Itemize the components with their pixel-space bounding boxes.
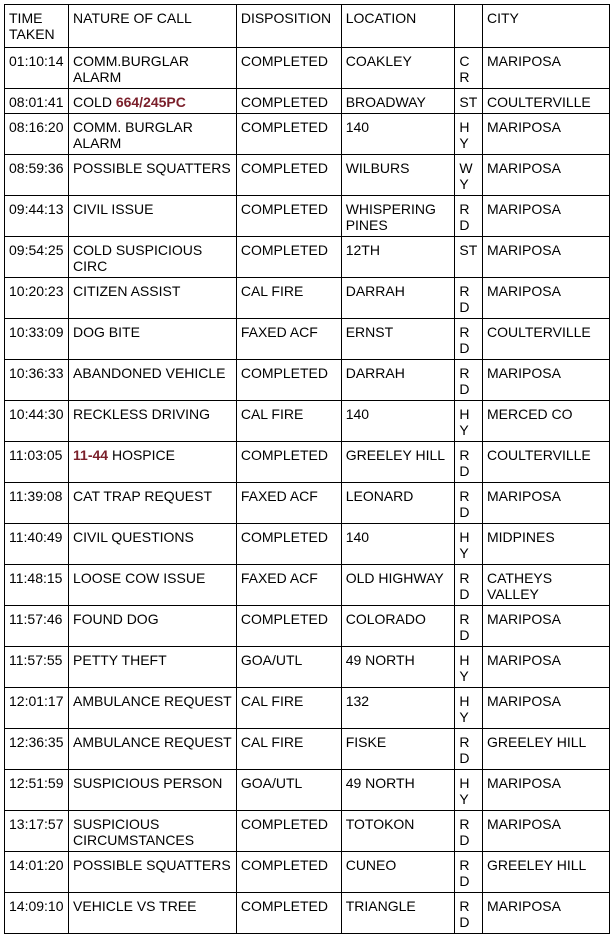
disposition-cell: FAXED ACF [236, 483, 341, 524]
nature-text: ABANDONED VEHICLE [73, 365, 226, 381]
disposition-cell: COMPLETED [236, 155, 341, 196]
nature-of-call-cell [69, 729, 237, 770]
nature-of-call-cell [69, 89, 237, 114]
nature-of-call-cell [69, 401, 237, 442]
disposition-cell: CAL FIRE [236, 688, 341, 729]
street-type-cell: HY [455, 647, 483, 688]
street-type-cell: CR [455, 48, 483, 89]
disposition-cell: COMPLETED [236, 237, 341, 278]
table-row [5, 155, 610, 196]
street-type-cell: RD [455, 278, 483, 319]
location-cell: LEONARD [341, 483, 455, 524]
street-type-cell: RD [455, 360, 483, 401]
table-row [5, 606, 610, 647]
street-type-cell: RD [455, 893, 483, 934]
header-city: CITY [483, 5, 610, 48]
nature-text: FOUND DOG [73, 611, 159, 627]
time-taken-cell: 11:40:49 [5, 524, 69, 565]
location-cell: 140 [341, 114, 455, 155]
time-taken-cell: 10:33:09 [5, 319, 69, 360]
city-cell: COULTERVILLE [483, 319, 610, 360]
disposition-cell: COMPLETED [236, 606, 341, 647]
location-cell: DARRAH [341, 278, 455, 319]
location-cell: 140 [341, 401, 455, 442]
street-type-cell: HY [455, 688, 483, 729]
nature-text: COLD SUSPICIOUS CIRC [73, 242, 203, 274]
table-row [5, 729, 610, 770]
city-cell: COULTERVILLE [483, 89, 610, 114]
location-cell: TOTOKON [341, 811, 455, 852]
city-cell: MARIPOSA [483, 606, 610, 647]
location-cell: FISKE [341, 729, 455, 770]
table-row [5, 688, 610, 729]
nature-text: RECKLESS DRIVING [73, 406, 210, 422]
table-row [5, 360, 610, 401]
nature-code-highlight: 11-44 [73, 447, 109, 463]
nature-text: SUSPICIOUS CIRCUMSTANCES [73, 816, 195, 848]
city-cell: GREELEY HILL [483, 729, 610, 770]
city-cell: MARIPOSA [483, 196, 610, 237]
table-row [5, 401, 610, 442]
disposition-cell: CAL FIRE [236, 401, 341, 442]
nature-text: POSSIBLE SQUATTERS [73, 857, 231, 873]
street-type-cell: RD [455, 852, 483, 893]
disposition-cell: FAXED ACF [236, 565, 341, 606]
street-type-cell: RD [455, 606, 483, 647]
location-cell: BROADWAY [341, 89, 455, 114]
table-row [5, 524, 610, 565]
location-cell: WHISPERING PINES [341, 196, 455, 237]
location-cell: TRIANGLE [341, 893, 455, 934]
disposition-cell: COMPLETED [236, 811, 341, 852]
nature-of-call-cell [69, 155, 237, 196]
location-cell: CUNEO [341, 852, 455, 893]
location-cell: 49 NORTH [341, 647, 455, 688]
location-cell: 49 NORTH [341, 770, 455, 811]
city-cell: CATHEYS VALLEY [483, 565, 610, 606]
city-cell: MARIPOSA [483, 647, 610, 688]
header-location: LOCATION [341, 5, 455, 48]
header-nature-of-call: NATURE OF CALL [69, 5, 237, 48]
time-taken-cell: 14:09:10 [5, 893, 69, 934]
table-row [5, 442, 610, 483]
nature-of-call-cell [69, 237, 237, 278]
nature-text: COMM.BURGLAR ALARM [73, 53, 189, 85]
city-cell: MARIPOSA [483, 688, 610, 729]
nature-of-call-cell [69, 196, 237, 237]
nature-of-call-cell [69, 770, 237, 811]
nature-text: AMBULANCE REQUEST [73, 693, 232, 709]
call-log-table [4, 4, 610, 934]
street-type-cell: ST [455, 89, 483, 114]
city-cell: GREELEY HILL [483, 852, 610, 893]
time-taken-cell: 09:44:13 [5, 196, 69, 237]
time-taken-cell: 11:57:46 [5, 606, 69, 647]
nature-of-call-cell [69, 442, 237, 483]
location-cell: GREELEY HILL [341, 442, 455, 483]
nature-of-call-cell [69, 811, 237, 852]
city-cell: COULTERVILLE [483, 442, 610, 483]
time-taken-cell: 10:36:33 [5, 360, 69, 401]
nature-text: VEHICLE VS TREE [73, 898, 197, 914]
time-taken-cell: 10:20:23 [5, 278, 69, 319]
city-cell: MARIPOSA [483, 770, 610, 811]
nature-of-call-cell [69, 278, 237, 319]
disposition-cell: COMPLETED [236, 114, 341, 155]
nature-of-call-cell [69, 524, 237, 565]
header-disposition: DISPOSITION [236, 5, 341, 48]
nature-code-highlight: 664/245PC [115, 94, 186, 110]
city-cell: MARIPOSA [483, 237, 610, 278]
nature-text: POSSIBLE SQUATTERS [73, 160, 231, 176]
header-street-type [455, 5, 483, 48]
table-row [5, 114, 610, 155]
time-taken-cell: 12:36:35 [5, 729, 69, 770]
disposition-cell: CAL FIRE [236, 278, 341, 319]
table-row [5, 770, 610, 811]
location-cell: 140 [341, 524, 455, 565]
table-row [5, 237, 610, 278]
time-taken-cell: 08:01:41 [5, 89, 69, 114]
city-cell: MARIPOSA [483, 893, 610, 934]
nature-prefix: COLD [73, 94, 116, 110]
nature-text: HOSPICE [108, 447, 175, 463]
city-cell: MARIPOSA [483, 114, 610, 155]
disposition-cell: COMPLETED [236, 89, 341, 114]
city-cell: MERCED CO [483, 401, 610, 442]
table-row [5, 647, 610, 688]
nature-text: COMM. BURGLAR ALARM [73, 119, 193, 151]
street-type-cell: RD [455, 196, 483, 237]
street-type-cell: HY [455, 401, 483, 442]
time-taken-cell: 12:01:17 [5, 688, 69, 729]
nature-text: PETTY THEFT [73, 652, 167, 668]
disposition-cell: COMPLETED [236, 360, 341, 401]
disposition-cell: COMPLETED [236, 48, 341, 89]
location-cell: DARRAH [341, 360, 455, 401]
nature-text: CIVIL ISSUE [73, 201, 154, 217]
nature-text: CITIZEN ASSIST [73, 283, 181, 299]
table-row [5, 89, 610, 114]
street-type-cell: RD [455, 565, 483, 606]
disposition-cell: COMPLETED [236, 524, 341, 565]
time-taken-cell: 12:51:59 [5, 770, 69, 811]
time-taken-cell: 01:10:14 [5, 48, 69, 89]
table-row [5, 48, 610, 89]
nature-text: CIVIL QUESTIONS [73, 529, 194, 545]
street-type-cell: HY [455, 524, 483, 565]
location-cell: WILBURS [341, 155, 455, 196]
nature-of-call-cell [69, 48, 237, 89]
time-taken-cell: 08:59:36 [5, 155, 69, 196]
time-taken-cell: 09:54:25 [5, 237, 69, 278]
location-cell: 132 [341, 688, 455, 729]
city-cell: MARIPOSA [483, 278, 610, 319]
nature-of-call-cell [69, 688, 237, 729]
street-type-cell: RD [455, 729, 483, 770]
disposition-cell: COMPLETED [236, 852, 341, 893]
location-cell: COLORADO [341, 606, 455, 647]
call-log-body [5, 48, 610, 934]
disposition-cell: COMPLETED [236, 196, 341, 237]
nature-text: SUSPICIOUS PERSON [73, 775, 223, 791]
nature-of-call-cell [69, 565, 237, 606]
location-cell: COAKLEY [341, 48, 455, 89]
time-taken-cell: 11:03:05 [5, 442, 69, 483]
header-time-taken: TIME TAKEN [5, 5, 69, 48]
nature-of-call-cell [69, 852, 237, 893]
time-taken-cell: 13:17:57 [5, 811, 69, 852]
location-cell: 12TH [341, 237, 455, 278]
time-taken-cell: 11:57:55 [5, 647, 69, 688]
table-row [5, 483, 610, 524]
nature-of-call-cell [69, 114, 237, 155]
time-taken-cell: 10:44:30 [5, 401, 69, 442]
disposition-cell: CAL FIRE [236, 729, 341, 770]
city-cell: MARIPOSA [483, 155, 610, 196]
time-taken-cell: 14:01:20 [5, 852, 69, 893]
street-type-cell: ST [455, 237, 483, 278]
city-cell: MARIPOSA [483, 483, 610, 524]
disposition-cell: COMPLETED [236, 893, 341, 934]
table-row [5, 811, 610, 852]
table-row [5, 196, 610, 237]
table-row [5, 852, 610, 893]
disposition-cell: COMPLETED [236, 442, 341, 483]
header-row [5, 5, 610, 48]
table-row [5, 565, 610, 606]
city-cell: MARIPOSA [483, 360, 610, 401]
city-cell: MIDPINES [483, 524, 610, 565]
street-type-cell: HY [455, 770, 483, 811]
street-type-cell: WY [455, 155, 483, 196]
disposition-cell: FAXED ACF [236, 319, 341, 360]
disposition-cell: GOA/UTL [236, 647, 341, 688]
table-row [5, 278, 610, 319]
location-cell: OLD HIGHWAY [341, 565, 455, 606]
city-cell: MARIPOSA [483, 811, 610, 852]
time-taken-cell: 11:48:15 [5, 565, 69, 606]
table-row [5, 893, 610, 934]
table-row [5, 319, 610, 360]
street-type-cell: RD [455, 319, 483, 360]
nature-text: CAT TRAP REQUEST [73, 488, 213, 504]
nature-of-call-cell [69, 647, 237, 688]
nature-of-call-cell [69, 483, 237, 524]
nature-of-call-cell [69, 606, 237, 647]
time-taken-cell: 08:16:20 [5, 114, 69, 155]
disposition-cell: GOA/UTL [236, 770, 341, 811]
nature-of-call-cell [69, 893, 237, 934]
nature-of-call-cell [69, 319, 237, 360]
location-cell: ERNST [341, 319, 455, 360]
nature-of-call-cell [69, 360, 237, 401]
street-type-cell: RD [455, 483, 483, 524]
street-type-cell: RD [455, 811, 483, 852]
nature-text: LOOSE COW ISSUE [73, 570, 206, 586]
street-type-cell: HY [455, 114, 483, 155]
nature-text: DOG BITE [73, 324, 140, 340]
time-taken-cell: 11:39:08 [5, 483, 69, 524]
city-cell: MARIPOSA [483, 48, 610, 89]
street-type-cell: RD [455, 442, 483, 483]
nature-text: AMBULANCE REQUEST [73, 734, 232, 750]
